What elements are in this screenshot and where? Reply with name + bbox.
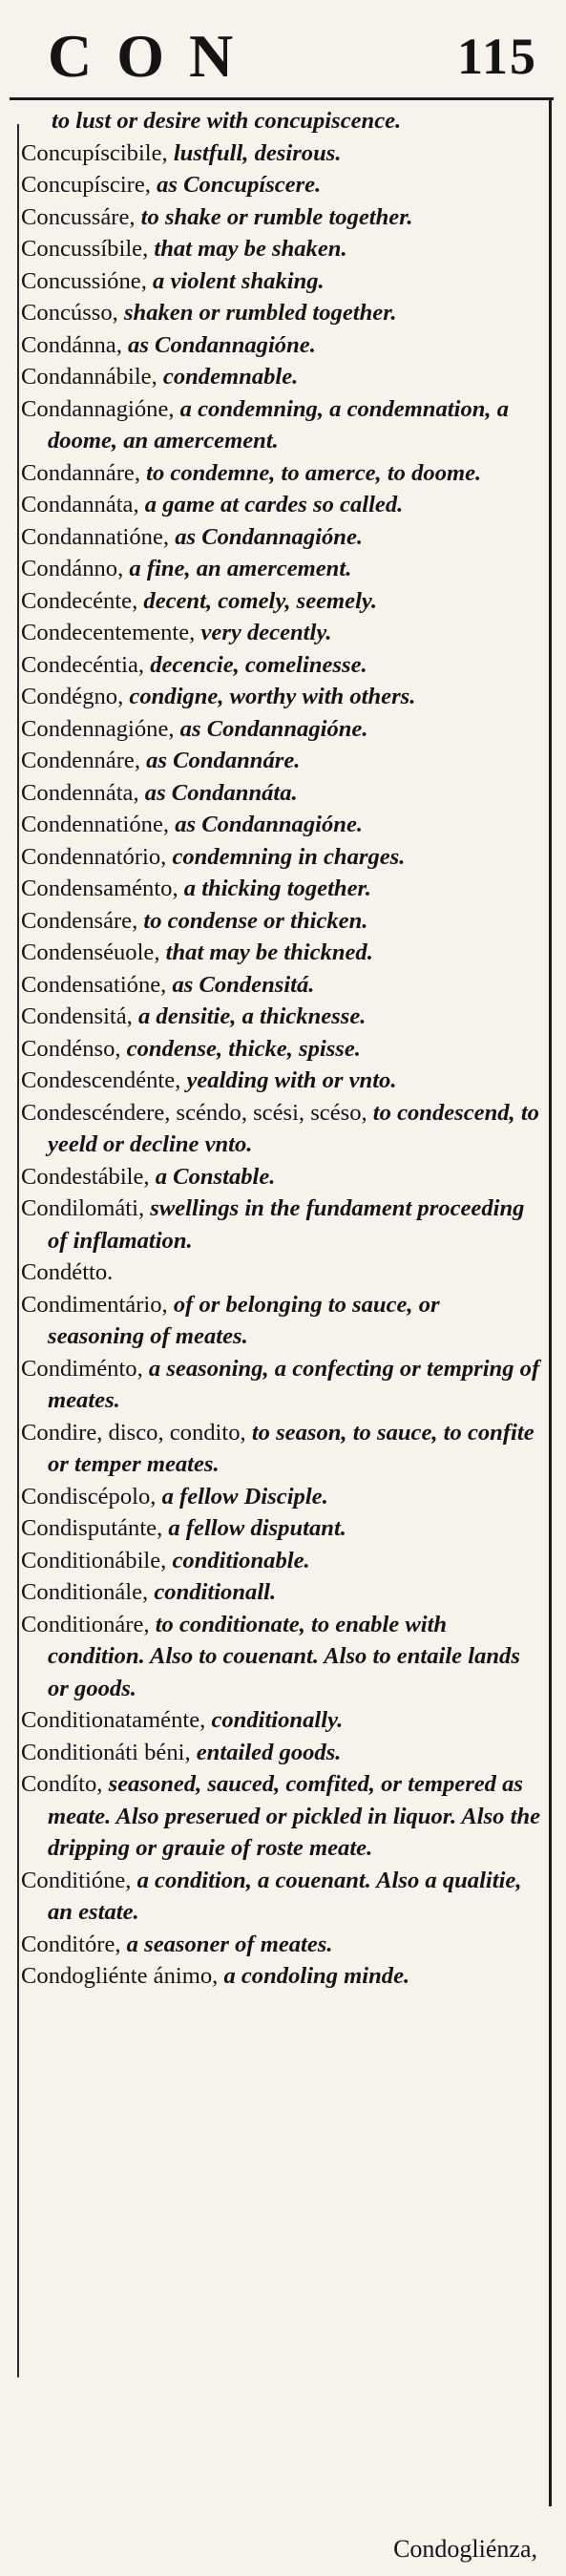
- entry-headword: Conditióne,: [21, 1867, 137, 1893]
- entry-headword: Condétto.: [21, 1259, 114, 1285]
- entry-headword: Condensáre,: [21, 907, 144, 934]
- entry-gloss: a condition, a couenant. Also a qualitie, an estate.: [48, 1867, 522, 1925]
- entry-gloss: that may be thickned.: [165, 940, 373, 965]
- dictionary-entry: [21, 617, 541, 649]
- entry-gloss: a condemning, a condemnation, a doome, an amercement.: [48, 395, 510, 454]
- entry-gloss: to condense or thicken.: [143, 907, 368, 934]
- entry-headword: Condíto,: [21, 1771, 109, 1797]
- dictionary-entry: [21, 329, 541, 362]
- dictionary-entry: [21, 745, 541, 777]
- entry-headword: Condensaménto,: [21, 876, 184, 901]
- page-header: [0, 0, 566, 95]
- entry-gloss: to lust or desire with concupiscence.: [52, 108, 402, 134]
- entry-headword: Condénso,: [21, 1035, 127, 1062]
- entry-headword: Condannábile,: [21, 364, 163, 390]
- entry-gloss: conditionally.: [211, 1707, 344, 1733]
- left-column-rule: [17, 124, 19, 2377]
- entry-gloss: conditionall.: [154, 1579, 277, 1605]
- entry-gloss: as Condannáta.: [144, 779, 298, 806]
- dictionary-entry: [21, 777, 541, 810]
- entry-gloss: a violent shaking.: [153, 267, 325, 294]
- entry-gloss: a fellow disputant.: [168, 1515, 346, 1541]
- entry-gloss: seasoned, sauced, comfited, or tempered as meate. Also preserued or pickled in liquor. Also the dripping or grauie of roste meate.: [48, 1771, 541, 1861]
- entry-gloss: that may be shaken.: [154, 236, 347, 262]
- entry-headword: Concupíscire,: [21, 172, 157, 198]
- entry-gloss: condense, thicke, spisse.: [126, 1035, 361, 1062]
- dictionary-entry: [21, 585, 541, 618]
- entry-headword: Condilomáti,: [21, 1195, 151, 1221]
- entry-headword: Condennáta,: [21, 779, 145, 806]
- entry-headword: Condogliénte ánimo,: [21, 1963, 224, 1989]
- dictionary-entry: [21, 1929, 541, 1961]
- dictionary-entry: [21, 1737, 541, 1769]
- entry-gloss: as Condensitá.: [172, 971, 315, 998]
- entry-gloss: a densitie, a thicknesse.: [137, 1003, 367, 1029]
- entry-gloss: decent, comely, seemely.: [143, 587, 378, 614]
- entry-gloss: condemning in charges.: [172, 843, 406, 870]
- entry-gloss: very decently.: [200, 620, 332, 645]
- dictionary-entry: [21, 1512, 541, 1545]
- dictionary-entry: [21, 201, 541, 234]
- entry-gloss: to shake or rumble together.: [140, 203, 413, 230]
- entry-headword: Conditionále,: [21, 1579, 155, 1605]
- dictionary-entry: [21, 1353, 541, 1417]
- entry-headword: Condescéndere, scéndo, scési, scéso,: [21, 1099, 373, 1126]
- running-head: CON: [48, 22, 259, 90]
- entry-gloss: yealding with or vnto.: [186, 1067, 397, 1093]
- dictionary-entry: [21, 937, 541, 969]
- dictionary-entry: [21, 1193, 541, 1256]
- dictionary-entry: [21, 1033, 541, 1066]
- entry-headword: Condescendénte,: [21, 1067, 187, 1093]
- entry-gloss: a Constable.: [155, 1163, 276, 1190]
- entry-gloss: a condoling minde.: [223, 1963, 410, 1989]
- entry-gloss: a seasoner of meates.: [126, 1931, 333, 1957]
- dictionary-entry: [21, 1865, 541, 1929]
- dictionary-entry: [21, 1768, 541, 1865]
- dictionary-entry: [21, 1065, 541, 1097]
- entry-headword: Condennatióne,: [21, 812, 176, 837]
- dictionary-entry: [21, 457, 541, 490]
- entry-headword: Condánno,: [21, 556, 130, 581]
- dictionary-entry: [21, 841, 541, 874]
- dictionary-entry: [21, 265, 541, 298]
- entry-gloss: of or belonging to sauce, or seasoning of meates.: [48, 1291, 440, 1349]
- entry-headword: Condennagióne,: [21, 715, 180, 742]
- dictionary-entry: [21, 1609, 541, 1705]
- entry-headword: Condisputánte,: [21, 1515, 169, 1541]
- entry-gloss: as Condannagióne.: [175, 523, 364, 550]
- dictionary-entry: [21, 297, 541, 329]
- dictionary-entry: [21, 1704, 541, 1737]
- entry-gloss: a game at cardes so called.: [144, 492, 404, 517]
- dictionary-entry: [21, 809, 541, 841]
- entry-headword: Condannáre,: [21, 459, 147, 486]
- entry-gloss: as Condannagióne.: [175, 812, 364, 837]
- entry-gloss: entailed goods.: [196, 1739, 342, 1765]
- entry-headword: Condecentemente,: [21, 620, 201, 645]
- dictionary-entry: [21, 905, 541, 938]
- entry-headword: Condensitá,: [21, 1003, 138, 1029]
- entry-gloss: decencie, comelinesse.: [150, 651, 367, 678]
- header-rule: [10, 97, 554, 100]
- entry-headword: Concussíbile,: [21, 236, 155, 262]
- dictionary-entry: [21, 137, 541, 170]
- entry-headword: Condecénte,: [21, 587, 144, 614]
- entry-gloss: a seasoning, a confecting or tempring of meates.: [48, 1355, 540, 1413]
- entry-gloss: condigne, worthy with others.: [129, 684, 416, 709]
- dictionary-entry: [21, 681, 541, 713]
- dictionary-entry: [21, 1001, 541, 1033]
- entry-gloss: a fellow Disciple.: [161, 1483, 328, 1510]
- entry-headword: Conditionáre,: [21, 1611, 156, 1637]
- catchword: Condogliénza,: [393, 2535, 537, 2563]
- dictionary-entry: [21, 233, 541, 265]
- dictionary-entry: [21, 1256, 541, 1289]
- dictionary-entry: [21, 1481, 541, 1513]
- entry-headword: Condiménto,: [21, 1355, 149, 1382]
- entry-gloss: as Condannáre.: [146, 748, 301, 773]
- dictionary-entry: [21, 1960, 541, 1993]
- entry-gloss: to season, to sauce, to confite or temper meates.: [48, 1419, 535, 1477]
- entry-headword: Condánna,: [21, 331, 129, 358]
- entry-headword: Condiscépolo,: [21, 1483, 162, 1510]
- entry-gloss: shaken or rumbled together.: [123, 300, 397, 326]
- dictionary-entry: [21, 169, 541, 201]
- dictionary-entry: [21, 1576, 541, 1609]
- entry-gloss: conditionable.: [172, 1547, 310, 1573]
- entry-gloss: as Concupíscere.: [157, 172, 322, 198]
- entry-headword: Condestábile,: [21, 1163, 156, 1190]
- dictionary-entry: [21, 1097, 541, 1161]
- entry-gloss: as Condannagióne.: [179, 715, 368, 742]
- entry-headword: Conditionáti béni,: [21, 1739, 197, 1765]
- entry-headword: Condecéntia,: [21, 651, 151, 678]
- entry-gloss: a fine, an amercement.: [129, 556, 352, 581]
- dictionary-entry: [21, 521, 541, 554]
- dictionary-entries: [21, 105, 541, 1993]
- dictionary-entry: [21, 1161, 541, 1193]
- entry-headword: Condimentário,: [21, 1291, 174, 1318]
- entry-headword: Concussáre,: [21, 203, 141, 230]
- entry-headword: Conditionataménte,: [21, 1707, 212, 1733]
- dictionary-entry: [21, 713, 541, 746]
- entry-gloss: a thicking together.: [183, 876, 371, 901]
- right-border-rule: [549, 100, 552, 2506]
- entry-gloss: as Condannagióne.: [128, 331, 316, 358]
- entry-headword: Condannáta,: [21, 492, 145, 517]
- dictionary-entry: [21, 105, 541, 137]
- entry-headword: Conditóre,: [21, 1931, 127, 1957]
- dictionary-entry: [21, 1289, 541, 1353]
- dictionary-entry: [21, 393, 541, 457]
- entry-headword: Condégno,: [21, 684, 130, 709]
- entry-headword: Concupíscibile,: [21, 139, 174, 166]
- entry-gloss: lustfull, desirous.: [173, 139, 342, 166]
- dictionary-entry: [21, 1545, 541, 1577]
- dictionary-entry: [21, 553, 541, 585]
- entry-gloss: to condemne, to amerce, to doome.: [146, 459, 482, 486]
- entry-gloss: to condescend, to yeeld or decline vnto.: [48, 1099, 539, 1157]
- entry-headword: Condennáre,: [21, 748, 147, 773]
- dictionary-entry: [21, 873, 541, 905]
- dictionary-entry: [21, 361, 541, 393]
- entry-headword: Condannagióne,: [21, 395, 180, 422]
- entry-headword: Concússo,: [21, 300, 124, 326]
- entry-gloss: condemnable.: [162, 364, 299, 390]
- dictionary-entry: [21, 649, 541, 682]
- entry-headword: Condennatório,: [21, 843, 173, 870]
- entry-headword: Condire, disco, condito,: [21, 1419, 252, 1446]
- page-number: 115: [456, 28, 537, 85]
- dictionary-entry: [21, 1417, 541, 1481]
- entry-headword: Condenséuole,: [21, 940, 166, 965]
- entry-headword: Condannatióne,: [21, 523, 176, 550]
- entry-headword: Conditionábile,: [21, 1547, 173, 1573]
- entry-gloss: to conditionate, to enable with condition. Also to couenant. Also to entaile lands or goods.: [48, 1611, 520, 1701]
- entry-headword: Concussióne,: [21, 267, 153, 294]
- entry-gloss: swellings in the fundament proceeding of inflamation.: [48, 1195, 525, 1254]
- entry-headword: Condensatióne,: [21, 971, 173, 998]
- dictionary-entry: [21, 489, 541, 521]
- dictionary-entry: [21, 969, 541, 1002]
